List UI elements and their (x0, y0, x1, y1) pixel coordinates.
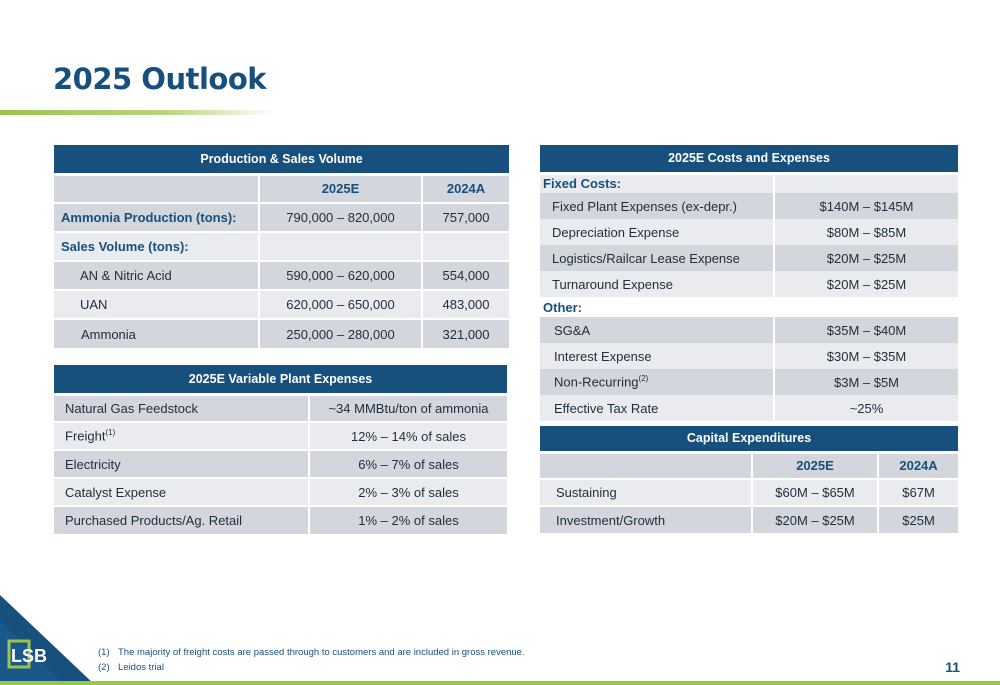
page-title: 2025 Outlook (53, 62, 267, 96)
title-underline (0, 110, 275, 115)
capex-table (540, 426, 958, 533)
footnote-2: (2) Leidos trial (98, 662, 164, 673)
footnote-1: (1) The majority of freight costs are passed through to customers and are included in gross revenue. (98, 647, 525, 658)
table-row: Catalyst Expense 2% – 3% of sales (54, 478, 507, 506)
section-label-other: Other: (540, 297, 958, 317)
table-row: Interest Expense $30M – $35M (540, 343, 958, 369)
costs-table-title: 2025E Costs and Expenses (540, 145, 958, 173)
table-row: Ammonia 250,000 – 280,000 321,000 (54, 319, 509, 348)
table-row: Depreciation Expense $80M – $85M (540, 219, 958, 245)
production-table-title: Production & Sales Volume (54, 145, 509, 174)
table-row: Natural Gas Feedstock ~34 MMBtu/ton of ammonia (54, 394, 507, 422)
capex-table-title: Capital Expenditures (540, 426, 958, 452)
table-row: Sustaining $60M – $65M $67M (540, 479, 958, 506)
production-sales-table (54, 145, 509, 348)
table-row: AN & Nitric Acid 590,000 – 620,000 554,000 (54, 261, 509, 290)
table-row: Electricity 6% – 7% of sales (54, 450, 507, 478)
capex-col-2025: 2025E (752, 452, 878, 479)
table-row: Effective Tax Rate ~25% (540, 395, 958, 421)
table-row: SG&A $35M – $40M (540, 317, 958, 343)
costs-expenses-table (540, 145, 958, 421)
table-row: Freight$^{(1)}$ 12% – 14% of sales (54, 422, 507, 450)
footnotes (98, 645, 525, 675)
production-col-2025: 2025E (259, 174, 422, 203)
lsb-logo (0, 595, 100, 685)
bottom-rule (0, 681, 1000, 685)
table-row: Purchased Products/Ag. Retail 1% – 2% of sales (54, 506, 507, 534)
table-row: Turnaround Expense $20M – $25M (540, 271, 958, 297)
capex-col-2024: 2024A (878, 452, 958, 479)
variable-table-title: 2025E Variable Plant Expenses (54, 365, 507, 394)
table-row: Logistics/Railcar Lease Expense $20M – $25M (540, 245, 958, 271)
table-row: Investment/Growth $20M – $25M $25M (540, 506, 958, 533)
production-col-2024: 2024A (422, 174, 509, 203)
table-row: UAN 620,000 – 650,000 483,000 (54, 290, 509, 319)
section-label-fixed: Fixed Costs: (540, 173, 958, 193)
logo-text: LSB (11, 646, 47, 666)
table-row: Non-Recurring$^{(2)}$ $3M – $5M (540, 369, 958, 395)
variable-expenses-table (54, 365, 507, 534)
page-number: 11 (945, 659, 960, 675)
table-row: Ammonia Production (tons): 790,000 – 820,000 757,000 (54, 203, 509, 232)
table-row: Sales Volume (tons): (54, 232, 509, 261)
table-row: Fixed Plant Expenses (ex-depr.) $140M – $145M (540, 193, 958, 219)
